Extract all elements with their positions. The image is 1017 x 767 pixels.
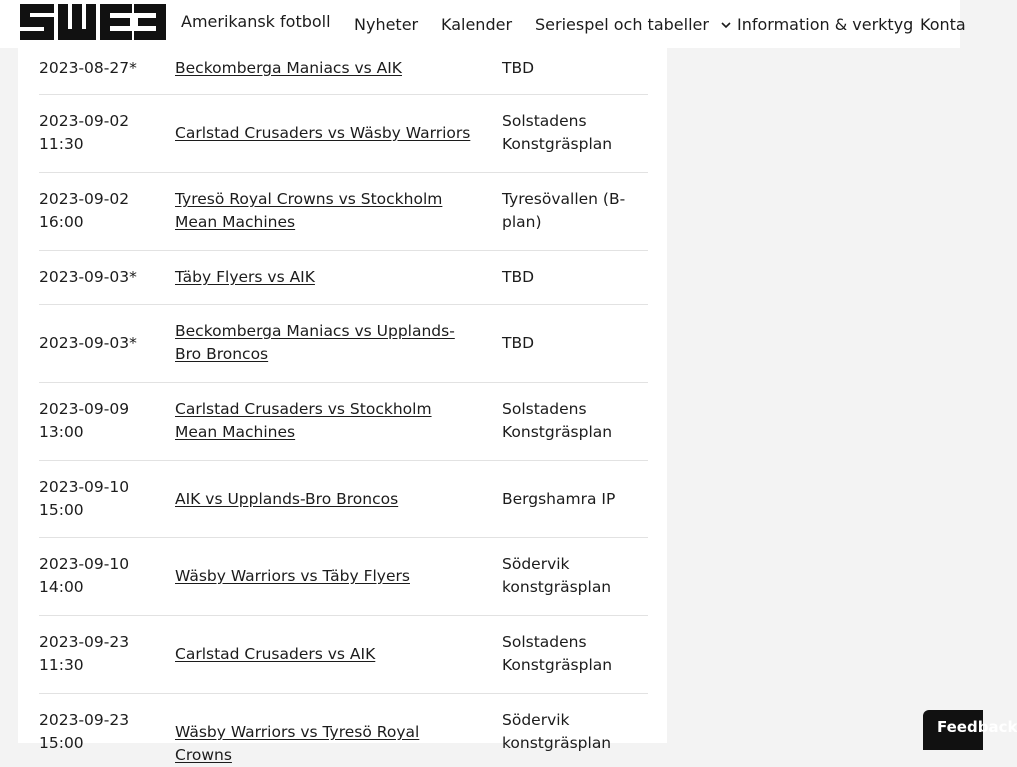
- swe3-logo[interactable]: [20, 4, 166, 40]
- match-link[interactable]: Wäsby Warriors vs Täby Flyers: [175, 567, 410, 585]
- venue: TBD: [502, 334, 535, 352]
- match-link[interactable]: Beckomberga Maniacs vs AIK: [175, 59, 402, 77]
- venue: Solstadens Konstgräsplan: [502, 112, 613, 153]
- table-row: [39, 461, 648, 538]
- game-date: 2023-09-02 11:30: [39, 112, 130, 153]
- game-date: 2023-09-23 15:00: [39, 711, 130, 752]
- game-date: 2023-09-10 14:00: [39, 555, 130, 596]
- table-row: [39, 538, 648, 616]
- table-row: [39, 251, 648, 305]
- match-link[interactable]: Carlstad Crusaders vs Wäsby Warriors: [175, 124, 471, 142]
- game-date: 2023-08-27*: [39, 59, 137, 77]
- nav-label: Information & verktyg: [737, 15, 914, 34]
- match-link[interactable]: Täby Flyers vs AIK: [175, 268, 315, 286]
- venue: Södervik konstgräsplan: [502, 711, 612, 752]
- venue: Tyresövallen (B-plan): [502, 190, 626, 231]
- nav-label: Konta: [920, 15, 966, 34]
- chevron-down-icon: [720, 19, 732, 31]
- nav-item-information[interactable]: [737, 15, 913, 34]
- game-date: 2023-09-03*: [39, 268, 137, 286]
- nav-item-kontakt[interactable]: [920, 15, 966, 34]
- venue: TBD: [502, 59, 535, 77]
- game-date: 2023-09-02 16:00: [39, 190, 130, 231]
- venue: Bergshamra IP: [502, 490, 616, 508]
- site-name[interactable]: Amerikansk fotboll: [181, 12, 331, 31]
- nav-item-seriespel[interactable]: [535, 15, 732, 34]
- venue: Södervik konstgräsplan: [502, 555, 612, 596]
- venue: Solstadens Konstgräsplan: [502, 400, 613, 441]
- game-date: 2023-09-09 13:00: [39, 400, 130, 441]
- table-row: [39, 694, 648, 764]
- table-row: [39, 383, 648, 461]
- match-link[interactable]: Beckomberga Maniacs vs Upplands-Bro Broncos: [175, 322, 455, 363]
- nav-item-kalender[interactable]: [441, 15, 512, 34]
- table-row: [39, 95, 648, 173]
- game-date: 2023-09-03*: [39, 334, 137, 352]
- match-link[interactable]: Tyresö Royal Crowns vs Stockholm Mean Machines: [175, 190, 443, 231]
- nav-label: Kalender: [441, 15, 513, 34]
- match-link[interactable]: Carlstad Crusaders vs Stockholm Mean Machines: [175, 400, 432, 441]
- nav-label: Seriespel och tabeller: [535, 15, 709, 34]
- feedback-button[interactable]: Feedback: [923, 710, 983, 750]
- match-link[interactable]: Wäsby Warriors vs Tyresö Royal Crowns: [175, 723, 420, 764]
- match-link[interactable]: AIK vs Upplands-Bro Broncos: [175, 490, 399, 508]
- nav-label: Nyheter: [354, 15, 419, 34]
- site-header: [0, 0, 966, 48]
- table-row: [39, 173, 648, 251]
- table-row: [39, 616, 648, 694]
- schedule-panel: [18, 48, 667, 764]
- table-row: [39, 305, 648, 383]
- game-date: 2023-09-10 15:00: [39, 478, 130, 519]
- nav-item-nyheter[interactable]: [354, 15, 418, 34]
- venue: Solstadens Konstgräsplan: [502, 633, 613, 674]
- match-link[interactable]: Carlstad Crusaders vs AIK: [175, 645, 376, 663]
- venue: TBD: [502, 268, 535, 286]
- table-row: [39, 48, 648, 95]
- game-date: 2023-09-23 11:30: [39, 633, 130, 674]
